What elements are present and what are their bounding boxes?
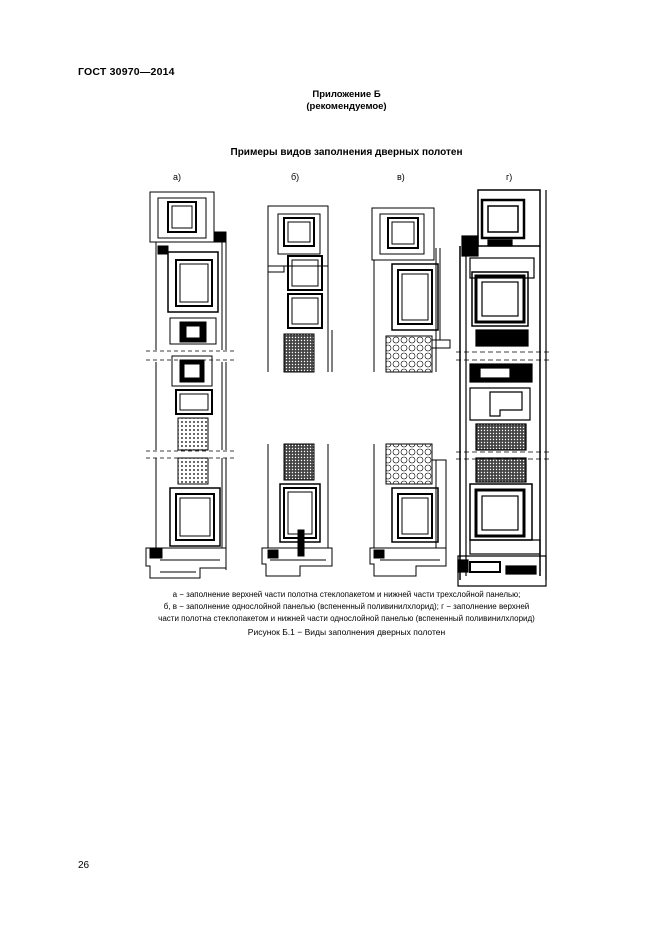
drawing-panel-v <box>370 208 450 576</box>
panel-label-a: а) <box>173 172 182 182</box>
appendix-title: Приложение Б <box>312 89 381 100</box>
drawing-panel-a <box>146 192 226 578</box>
drawing-panel-g <box>458 190 546 586</box>
figure-title: Рисунок Б.1 − Виды заполнения дверных полотен <box>247 627 446 637</box>
appendix-note: (рекомендуемое) <box>306 101 387 112</box>
caption-line-3: части полотна стеклопакетом и нижней части однослойной панелью (вспененный поливинилхлорид) <box>158 614 535 623</box>
document-header: ГОСТ 30970—2014 <box>78 66 175 78</box>
panel-label-v: в) <box>397 172 405 182</box>
panel-label-b: б) <box>291 172 300 182</box>
caption-line-2: б, в − заполнение однослойной панелью (вспененный поливинилхлорид); г − заполнение верхней <box>163 602 530 611</box>
caption-line-1: а − заполнение верхней части полотна стеклопакетом и нижней части трехслойной панелью; <box>172 590 521 599</box>
figure-caption <box>0 589 661 625</box>
panel-label-g: г) <box>506 172 513 182</box>
page-number: 26 <box>78 860 90 871</box>
drawing-panel-b <box>262 206 332 576</box>
section-heading: Примеры видов заполнения дверных полотен <box>230 147 463 158</box>
